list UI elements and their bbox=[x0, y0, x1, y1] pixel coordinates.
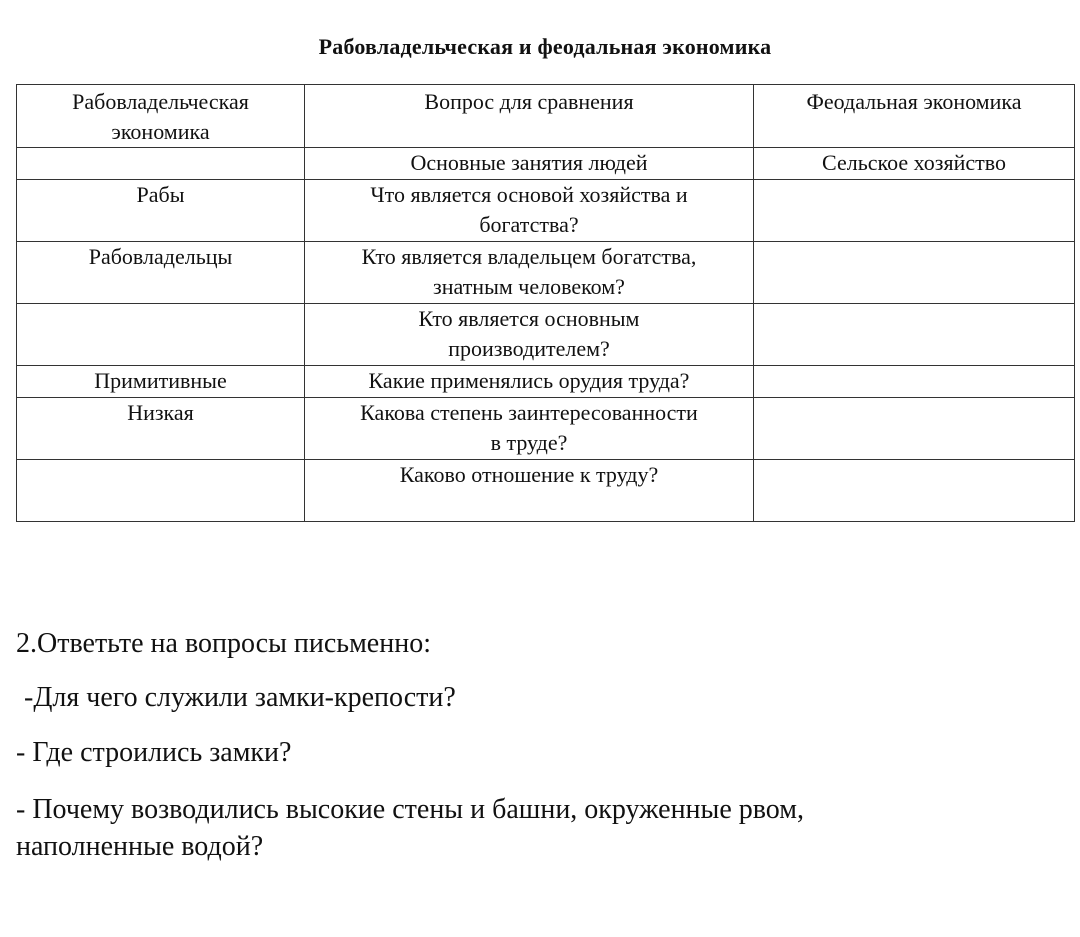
cell-feudal bbox=[754, 398, 1075, 460]
cell-question bbox=[305, 398, 754, 460]
header-slave-line1: Рабовладельческая bbox=[72, 89, 249, 114]
question-line: производителем? bbox=[448, 336, 610, 361]
cell-slave: Рабы bbox=[17, 180, 305, 242]
cell-slave bbox=[17, 148, 305, 180]
question-line: в труде? bbox=[490, 430, 568, 455]
table-row bbox=[17, 460, 1075, 522]
question-line: Кто является основным bbox=[418, 306, 640, 331]
cell-feudal bbox=[754, 242, 1075, 304]
cell-feudal: Сельское хозяйство bbox=[754, 148, 1075, 180]
question-line: Основные занятия людей bbox=[410, 150, 648, 175]
table-row bbox=[17, 180, 1075, 242]
header-question: Вопрос для сравнения bbox=[305, 85, 754, 148]
cell-question bbox=[305, 242, 754, 304]
table-row bbox=[17, 398, 1075, 460]
cell-slave bbox=[17, 460, 305, 522]
table-row bbox=[17, 366, 1075, 398]
header-slave-line2: экономика bbox=[111, 119, 210, 144]
cell-feudal bbox=[754, 460, 1075, 522]
question-line: - Почему возводились высокие стены и башни, окруженные рвом, bbox=[16, 794, 804, 825]
question-line: Какие применялись орудия труда? bbox=[368, 368, 690, 393]
document-title: Рабовладельческая и феодальная экономика bbox=[318, 34, 772, 59]
question-line: Каково отношение к труду? bbox=[399, 462, 659, 487]
cell-slave: Рабовладельцы bbox=[17, 242, 305, 304]
question-line: знатным человеком? bbox=[433, 274, 625, 299]
questions-heading: 2.Ответьте на вопросы письменно: bbox=[16, 628, 431, 659]
table-row bbox=[17, 242, 1075, 304]
header-slave-economy bbox=[17, 85, 305, 148]
header-feudal-economy: Феодальная экономика bbox=[754, 85, 1075, 148]
question-line: Кто является владельцем богатства, bbox=[361, 244, 697, 269]
table-row bbox=[17, 148, 1075, 180]
cell-slave bbox=[17, 304, 305, 366]
question-line: Что является основой хозяйства и bbox=[370, 182, 688, 207]
cell-question bbox=[305, 180, 754, 242]
question-line: Какова степень заинтересованности bbox=[360, 400, 698, 425]
cell-slave: Низкая bbox=[17, 398, 305, 460]
comparison-table bbox=[16, 84, 1075, 522]
table-header-row bbox=[17, 85, 1075, 148]
cell-feudal bbox=[754, 366, 1075, 398]
table-row bbox=[17, 304, 1075, 366]
question-line: богатства? bbox=[479, 212, 579, 237]
cell-question bbox=[305, 304, 754, 366]
question-item: -Для чего служили замки-крепости? bbox=[24, 682, 456, 713]
question-item bbox=[16, 791, 1016, 865]
cell-question bbox=[305, 148, 754, 180]
cell-feudal bbox=[754, 180, 1075, 242]
cell-slave: Примитивные bbox=[17, 366, 305, 398]
question-line: наполненные водой? bbox=[16, 831, 264, 862]
question-item: - Где строились замки? bbox=[16, 737, 292, 768]
cell-question bbox=[305, 366, 754, 398]
cell-feudal bbox=[754, 304, 1075, 366]
cell-question bbox=[305, 460, 754, 522]
